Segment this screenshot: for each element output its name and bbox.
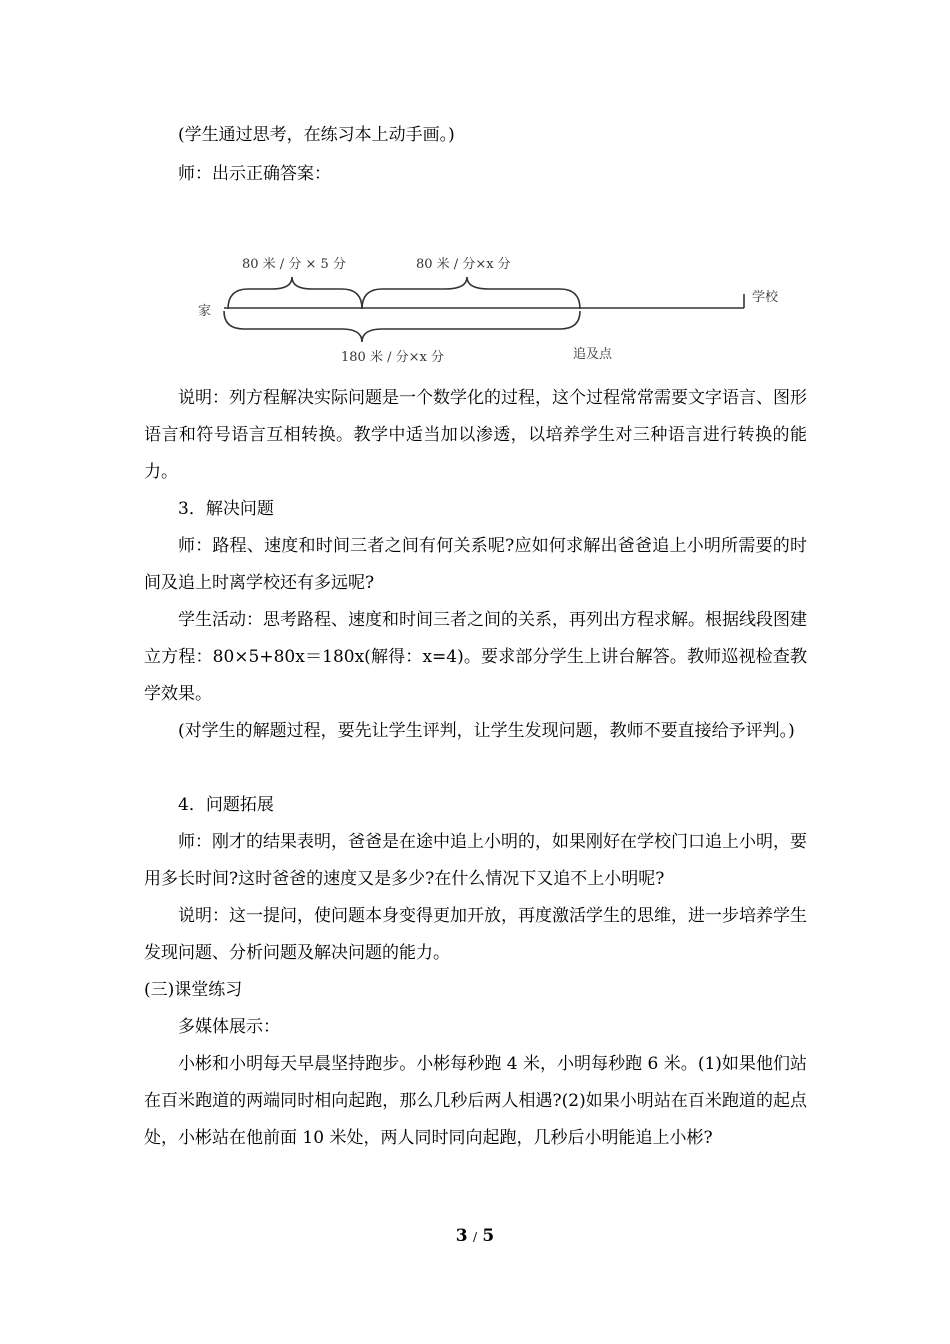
diagram-label-school: 学校 — [752, 290, 779, 305]
paragraph-exercise-problem: 小彬和小明每天早晨坚持跑步。小彬每秒跑 4 米，小明每秒跑 6 米。(1)如果他们站在百米跑道的两端同时相向起跑，那么几秒后两人相遇?(2)如果小明站在百米跑道的起点处，小彬站在他前面 10 米处，两人同时同向起跑，几秒后小明能追上小彬? — [144, 1054, 807, 1148]
paragraph-teacher-extension: 师：刚才的结果表明，爸爸是在途中追上小明的，如果刚好在学校门口追上小明，要用多长时间?这时爸爸的速度又是多少?在什么情况下又追不上小明呢? — [144, 832, 807, 889]
paragraph-teacher-show-answer: 师：出示正确答案： — [178, 164, 331, 184]
diagram-label-seg1: 80 米 / 分 × 5 分 — [242, 257, 346, 272]
paragraph-multimedia: 多媒体展示： — [178, 1017, 280, 1037]
paragraph-student-drawing: (学生通过思考，在练习本上动手画。) — [178, 125, 455, 145]
paragraph-teacher-question: 师：路程、速度和时间三者之间有何关系呢?应如何求解出爸爸追上小明所需要的时间及追上时离学校还有多远呢? — [144, 536, 807, 593]
paragraph-explanation-2: 说明：这一提问，使问题本身变得更加开放，再度激活学生的思维，进一步培养学生发现问题、分析问题及解决问题的能力。 — [144, 906, 807, 963]
paragraph-evaluation-note: (对学生的解题过程，要先让学生评判，让学生发现问题，教师不要直接给予评判。) — [178, 721, 795, 741]
diagram-label-catch-point: 追及点 — [573, 347, 613, 362]
heading-class-exercise: (三)课堂练习 — [144, 980, 243, 1000]
paragraph-student-activity: 学生活动：思考路程、速度和时间三者之间的关系，再列出方程求解。根据线段图建立方程：80×5+80x＝180x(解得：x=4)。要求部分学生上讲台解答。教师巡视检查教学效果。 — [144, 610, 807, 704]
heading-solve-problem: 3．解决问题 — [178, 499, 274, 519]
heading-problem-extension: 4．问题拓展 — [178, 795, 274, 815]
diagram-brace-seg1 — [228, 277, 362, 309]
diagram-label-total: 180 米 / 分×x 分 — [341, 350, 444, 365]
diagram-brace-total — [224, 311, 580, 342]
page-separator: / — [472, 1230, 478, 1244]
page-current: 3 — [455, 1226, 468, 1246]
page-number — [0, 1226, 950, 1246]
line-segment-diagram — [190, 244, 800, 370]
page-total: 5 — [482, 1226, 495, 1246]
diagram-label-home: 家 — [198, 304, 212, 319]
diagram-label-seg2: 80 米 / 分×x 分 — [416, 257, 511, 272]
paragraph-explanation-1: 说明：列方程解决实际问题是一个数学化的过程，这个过程常常需要文字语言、图形语言和符号语言互相转换。教学中适当加以渗透，以培养学生对三种语言进行转换的能力。 — [144, 388, 807, 482]
diagram-brace-seg2 — [362, 277, 580, 309]
